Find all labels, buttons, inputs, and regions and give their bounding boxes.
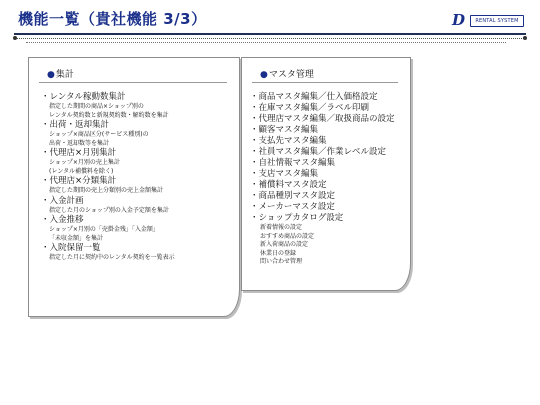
list-item-description: 「未収金額」を集計 [49, 234, 104, 242]
list-item: ・社員マスタ編集／作業レベル設定 [250, 147, 387, 157]
header-rule [14, 33, 526, 35]
logo-mark: D [452, 11, 466, 29]
company-logo [452, 12, 524, 28]
list-item: ・入金推移 [41, 215, 84, 225]
list-item: ・自社情報マスタ編集 [250, 158, 336, 168]
list-item: ・在庫マスタ編集／ラベル印刷 [250, 103, 370, 113]
list-item-description: 指定した月のショップ別の入金予定額を集計 [49, 206, 169, 214]
function-list [250, 92, 406, 267]
rule-end-dot-left [13, 36, 17, 40]
header-dotted-rule [14, 38, 526, 39]
list-item: ・補償料マスタ設定 [250, 180, 327, 190]
list-item-description: 出荷・返却数等を集計 [49, 139, 110, 147]
list-item: ・代理店マスタ編集／取扱商品の設定 [250, 114, 395, 124]
card-heading-text: マスタ管理 [268, 70, 314, 80]
aggregation-card [28, 57, 240, 317]
list-item-description: 休業日の登録 [260, 249, 297, 257]
card-divider [39, 82, 227, 83]
bullet-icon: ● [260, 70, 268, 80]
list-item-description: 新着情報の設定 [260, 224, 303, 231]
list-item: ・支払先マスタ編集 [250, 136, 327, 146]
list-item: ・支店マスタ編集 [250, 169, 319, 179]
function-list [41, 92, 235, 263]
master-management-card [241, 57, 411, 291]
list-item: ・出荷・返却集計 [41, 120, 110, 130]
list-item: ・レンタル稼動数集計 [41, 92, 126, 102]
list-item: ・商品種別マスタ設定 [250, 191, 336, 201]
rule-end-dot-right [523, 36, 527, 40]
logo-text: RENTAL SYSTEM [470, 15, 524, 27]
bullet-icon: ● [47, 70, 55, 80]
list-item-description: 指定した期間の売上分類別の売上金額集計 [49, 187, 164, 194]
list-item: ・代理店×分類集計 [41, 176, 117, 186]
list-item: ・メーカーマスタ設定 [250, 202, 335, 212]
list-item-description: 指定した月に契約中のレンタル契約を一覧表示 [49, 254, 175, 261]
header-dotted-rule-inner [26, 42, 506, 43]
list-item-description: 指定した期間の商品×ショップ別の [49, 103, 144, 110]
list-item: ・顧客マスタ編集 [250, 125, 319, 135]
list-item: ・商品マスタ編集／仕入価格設定 [250, 92, 378, 102]
list-item-description: おすすめ商品の設定 [260, 232, 315, 240]
list-item-description: レンタル契約数と新規契約数・解約数を集計 [49, 111, 169, 119]
page-title: 機能一覧（貴社機能 3/3） [18, 10, 207, 28]
list-item: ・入金計画 [41, 195, 84, 206]
list-item: ・代理店×月別集計 [41, 148, 117, 158]
list-item-description: ショップ×月別の売上集計 [49, 159, 120, 166]
card-heading-text: 集計 [55, 70, 74, 80]
list-item-description: 新入荷商品の設定 [260, 241, 309, 248]
card-heading [260, 67, 314, 80]
card-divider [252, 82, 398, 83]
list-item-description: ショップ×月別の「売掛金残」「入金額」 [49, 226, 159, 233]
list-item: ・入院保留一覧 [41, 243, 101, 253]
list-item: ・ショップカタログ設定 [250, 213, 344, 223]
card-heading [47, 67, 74, 80]
list-item-description: (レンタル補償料を除く) [49, 167, 114, 175]
list-item-description: ショップ×商品区分(サービス種別)の [49, 131, 149, 138]
list-item-description: 問い合わせ管理 [260, 258, 303, 265]
